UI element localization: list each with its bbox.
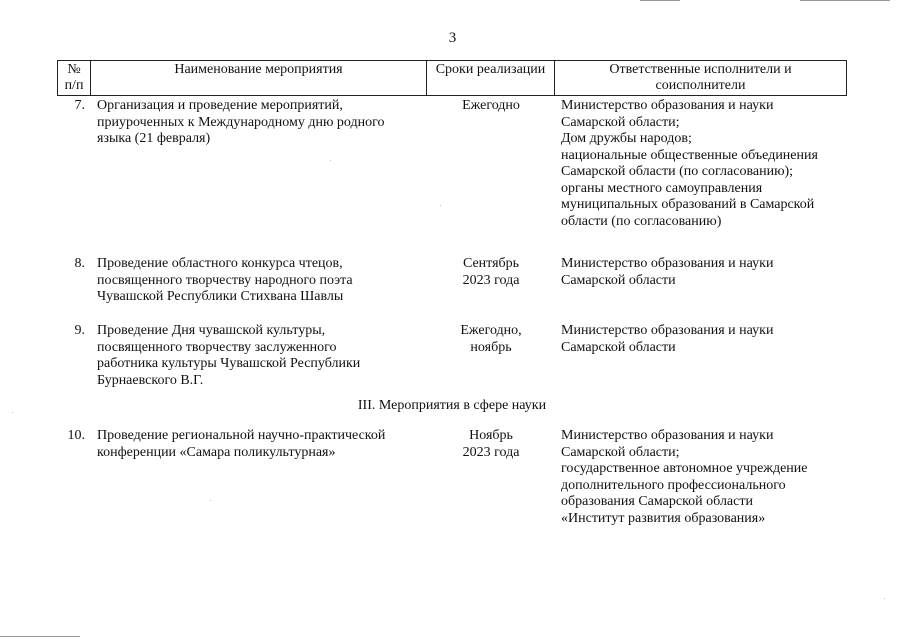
scan-speck — [330, 160, 331, 161]
scan-speck — [12, 412, 13, 413]
scan-speck — [210, 500, 211, 501]
table-row-10 — [57, 428, 847, 538]
table-header — [57, 60, 847, 96]
table-row-9 — [57, 323, 847, 393]
scan-speck — [440, 205, 441, 206]
section-title: III. Мероприятия в сфере науки — [357, 398, 547, 413]
table-row-7 — [57, 98, 847, 256]
row-event-name: Проведение Дня чувашской культуры, посвященного творчеству заслуженного работника культуры Чувашской Республики Бурнаевского В.Г. — [97, 323, 361, 388]
header-term: Сроки реализации — [427, 61, 555, 95]
row-responsible: Министерство образования и науки Самарской области — [561, 256, 774, 288]
scan-mark-top-right — [640, 0, 680, 1]
row-number: 7. — [74, 98, 85, 113]
row-event-name: Проведение региональной научно-практической конференции «Самара поликультурная» — [97, 428, 386, 460]
scan-speck — [884, 598, 885, 599]
row-term: Ежегодно — [462, 98, 520, 113]
header-event-name: Наименование мероприятия — [91, 61, 427, 95]
events-table-continued — [57, 428, 847, 538]
row-term: Ежегодно, ноябрь — [460, 323, 522, 355]
row-responsible: Министерство образования и науки Самарской области; государственное автономное учреждение дополнительного профессионального образования Самарской области «Институт развития образования» — [561, 428, 808, 526]
events-table — [57, 60, 847, 393]
row-term: Сентябрь 2023 года — [462, 256, 520, 288]
page-number: 3 — [448, 30, 457, 46]
row-responsible: Министерство образования и науки Самарской области; Дом дружбы народов; национальные общественные объединения Самарской области (по согласованию); органы местного самоуправления муниципальных образований в Самарской области (по согласованию) — [561, 98, 818, 229]
row-term: Ноябрь 2023 года — [462, 428, 520, 460]
header-number: № п/п — [57, 61, 91, 95]
row-event-name: Проведение областного конкурса чтецов, посвященного творчеству народного поэта Чувашской Республики Стихвана Шавлы — [97, 256, 353, 304]
table-row-8 — [57, 256, 847, 323]
row-number: 8. — [74, 256, 85, 271]
row-number: 10. — [67, 428, 85, 443]
row-number: 9. — [74, 323, 85, 338]
row-responsible: Министерство образования и науки Самарской области — [561, 323, 774, 355]
header-responsible: Ответственные исполнители и соисполнители — [555, 61, 847, 95]
scan-mark-top-right-2 — [800, 0, 890, 1]
scan-mark-bottom-left — [0, 636, 80, 637]
row-event-name: Организация и проведение мероприятий, приуроченных к Международному дню родного языка (21 февраля) — [97, 98, 385, 146]
